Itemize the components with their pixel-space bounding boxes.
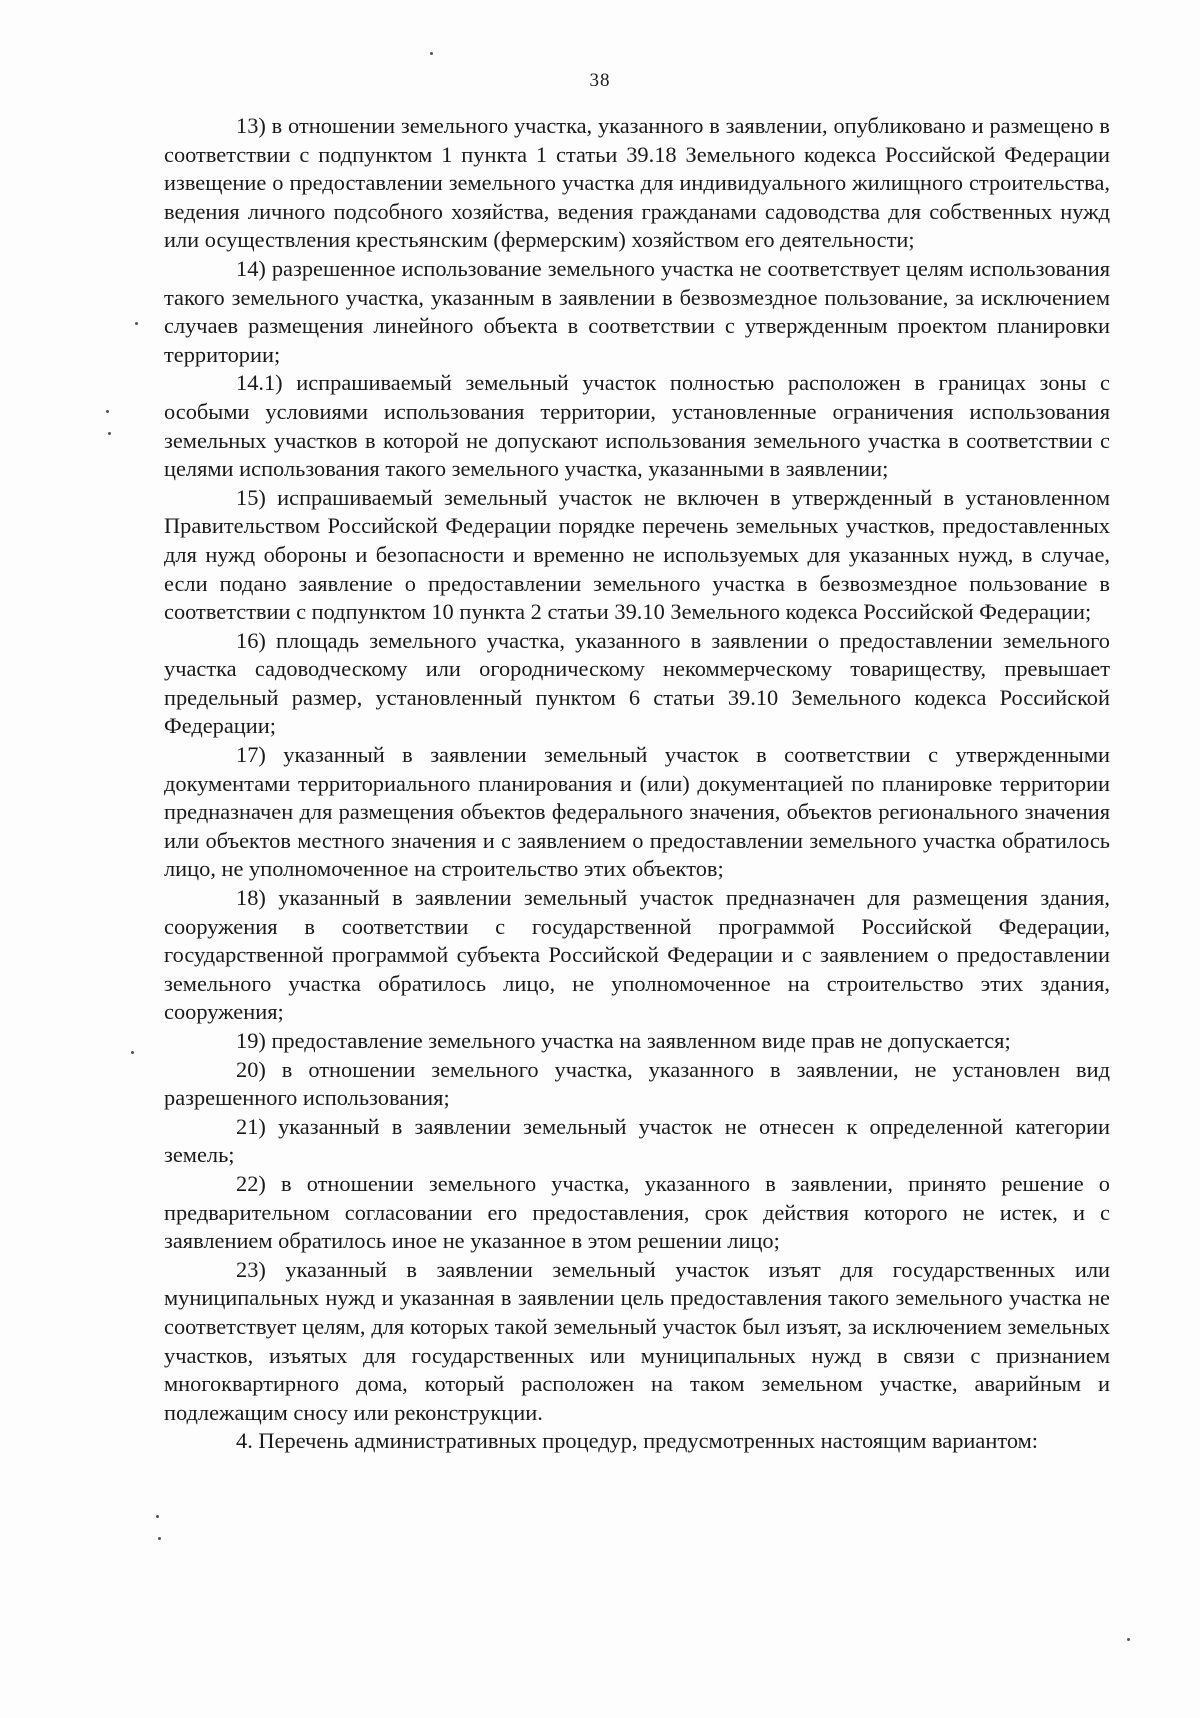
scan-speck — [108, 432, 111, 435]
paragraph-item-15: 15) испрашиваемый земельный участок не включен в утвержденный в установленном Правительством Российской Федерации порядке перечень земельных участков, предоставленных для нужд обороны и безопасности и временно не используемых для указанных нужд, в случае, если подано заявление о предоставлении земельного участка в безвозмездное пользование в соответствии с подпунктом 10 пункта 2 статьи 39.10 Земельного кодекса Российской Федерации; — [164, 484, 1110, 625]
paragraph-item-18: 18) указанный в заявлении земельный участок предназначен для размещения здания, сооружения в соответствии с государственной программой Российской Федерации, государственной программой субъекта Российской Федерации и с заявлением о предоставлении земельного участка обратилось лицо, не уполномоченное на строительство этих здания, сооружения; — [164, 885, 1110, 1025]
paragraph-item-13: 13) в отношении земельного участка, указанного в заявлении, опубликовано и размещено в соответствии с подпунктом 1 пункта 1 статьи 39.18 Земельного кодекса Российской Федерации извещение о предоставлении земельного участка для индивидуального жилищного строительства, ведения личного подсобного хозяйства, ведения гражданами садоводства для собственных нужд или осуществления крестьянским (фермерским) хозяйством его деятельности; — [164, 113, 1110, 253]
paragraph-item-14-1: 14.1) испрашиваемый земельный участок полностью расположен в границах зоны с особыми условиями использования территории, установленные ограничения использования земельных участков в которой не допускают использования земельного участка в соответствии с целями использования такого земельного участка, указанными в заявлении; — [164, 370, 1110, 482]
scan-speck — [131, 1051, 134, 1054]
paragraph-item-23: 23) указанный в заявлении земельный участок изъят для государственных или муниципальных нужд и указанная в заявлении цель предоставления такого земельного участка не соответствует целям, для которых такой земельный участок был изъят, за исключением земельных участков, изъятых для государственных или муниципальных нужд в связи с признанием многоквартирного дома, который расположен на таком земельном участке, аварийным и подлежащим сносу или реконструкции. — [164, 1256, 1110, 1425]
page-number: 38 — [589, 70, 611, 91]
paragraph-item-16: 16) площадь земельного участка, указанного в заявлении о предоставлении земельного участка садоводческому или огородническому некоммерческому товариществу, превышает предельный размер, установленный пунктом 6 статьи 39.10 Земельного кодекса Российской Федерации; — [164, 627, 1110, 739]
paragraph-item-19: 19) предоставление земельного участка на заявленном виде прав не допускается; — [236, 1028, 1011, 1053]
paragraph-item-20: 20) в отношении земельного участка, указанного в заявлении, не установлен вид разрешенного использования; — [164, 1056, 1110, 1111]
paragraph-item-14: 14) разрешенное использование земельного участка не соответствует целям использования такого земельного участка, указанным в заявлении в безвозмездное пользование, за исключением случаев размещения линейного объекта в соответствии с утвержденным проектом планировки территории; — [164, 255, 1110, 367]
paragraph-item-21: 21) указанный в заявлении земельный участок не отнесен к определенной категории земель; — [164, 1113, 1110, 1168]
paragraph-item-17: 17) указанный в заявлении земельный участок в соответствии с утвержденными документами территориального планирования и (или) документацией по планировке территории предназначен для размещения объектов федерального значения, объектов регионального значения или объектов местного значения и с заявлением о предоставлении земельного участка обратилось лицо, не уполномоченное на строительство этих объектов; — [164, 742, 1110, 882]
scan-speck — [158, 1537, 161, 1540]
scan-speck — [1127, 1638, 1130, 1641]
scan-speck — [430, 52, 433, 55]
section-4-heading: 4. Перечень административных процедур, предусмотренных настоящим вариантом: — [236, 1428, 1038, 1454]
scan-speck — [106, 410, 109, 413]
scan-speck — [135, 322, 138, 325]
paragraph-item-22: 22) в отношении земельного участка, указанного в заявлении, принято решение о предварительном согласовании его предоставления, срок действия которого не истек, и с заявлением обратилось иное не указанное в этом решении лицо; — [164, 1170, 1110, 1254]
scan-speck — [156, 1515, 159, 1518]
document-body — [164, 112, 1110, 1456]
